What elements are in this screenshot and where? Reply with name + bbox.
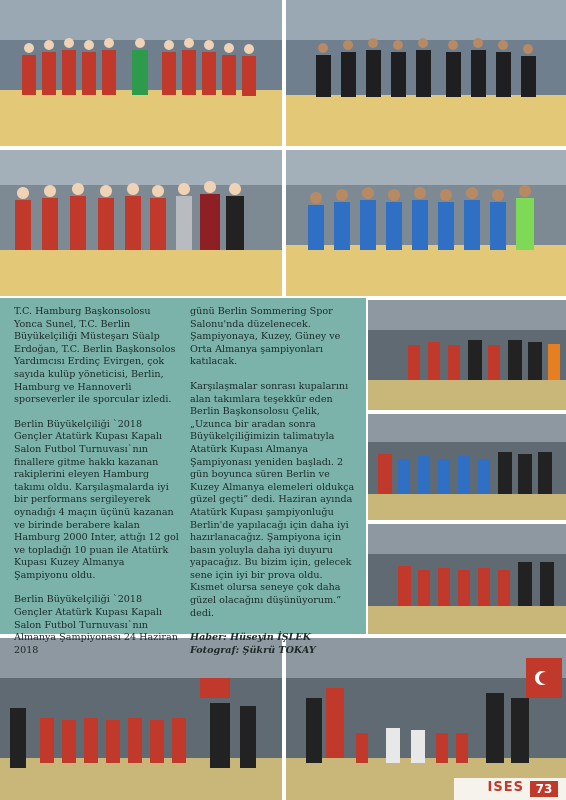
photo-team-blue xyxy=(286,150,566,296)
news-credit-name: Hüseyin İŞLEK xyxy=(230,632,311,644)
photo-team-black xyxy=(286,0,566,146)
article-paragraph: günü Berlin Sommering Spor Salonu'nda düzelenecek. Şampiyonaya, Kuzey, Güney ve Orta Almanya şampiyonları katılacak. xyxy=(190,306,341,368)
photo-ceremony-3 xyxy=(368,524,566,634)
news-credit-label: Haber: xyxy=(190,632,227,644)
article-column-right xyxy=(190,306,358,657)
photo-ceremony-2 xyxy=(368,414,566,520)
news-credit xyxy=(190,632,358,645)
magazine-logo: ISES xyxy=(487,780,524,795)
page-footer xyxy=(454,778,566,800)
article-paragraph: Berlin Büyükelçiliği `2018 Gençler Atatürk Kupası Kapalı Salon Futbol Turnuvası`nın finallere gitme hakkı kazanan rakiplerini eleyen Hamburg takımı oldu. Karşılaşmalarda iyi bir performans sergileyerek oynadığı 4 maçın üçünü kazanan ve birinde berabere kalan Hamburg 2000 Inter, attığı 12 gol ve topladığı 10 puan ile Atatürk Kupası Kuzey Almanya Şampiyonu oldu. xyxy=(14,418,179,581)
photo-ceremony-1 xyxy=(368,300,566,410)
article-text-panel xyxy=(0,298,366,656)
photo-credit xyxy=(190,645,358,658)
photo-ceremony-5 xyxy=(286,638,566,800)
photo-team-red-white xyxy=(0,0,282,146)
photo-credit-label: Fotograf: xyxy=(190,644,240,656)
article-column-left xyxy=(14,306,180,669)
article-paragraph: Karşılaşmalar sonrası kupalarını alan takımlara teşekkür eden Berlin Başkonsolosu Çelik, „Uzunca bir aradan sonra Büyükelçiliğimizin talimatıyla Atatürk Kupası Almanya Şampiyonası yeniden başladı. 2 gün boyunca süren Berlin ve Kuzey Almanya elemeleri oldukça güzel geçti” dedi. Haziran ayında Atatürk Kupası şampiyonluğu Berlin'de yapılacağı için daha iyi hazırlanacağız. Şampiyona için basın yoluyla daha iyi duyuru yapacağız. Bu bizim için, gelecek sene için iyi bir prova oldu. Kısmet olursa seneye çok daha güzel olacağını düşünüyorum.” dedi. xyxy=(190,380,355,619)
page-number: 73 xyxy=(530,781,558,797)
article-paragraph: Berlin Büyükelçiliği `2018 Gençler Atatürk Kupası Kapalı Salon Futbol Turnuvası`nın Almanya Şampiyonası 24 Haziran 2018 xyxy=(14,594,178,656)
photo-credit-name: Şükrü TOKAY xyxy=(242,644,316,656)
article-paragraph: T.C. Hamburg Başkonsolosu Yonca Sunel, T.C. Berlin Büyükelçiliği Müsteşarı Süalp Erdoğan, T.C. Berlin Başkonsolos Yardımcısı Erdinç Evirgen, çok sayıda kulüp yöneticisi, Berlin, Hamburg ve Hannoverli sporseverler ile sporcular izledi. xyxy=(14,306,176,406)
photo-team-red xyxy=(0,150,282,296)
